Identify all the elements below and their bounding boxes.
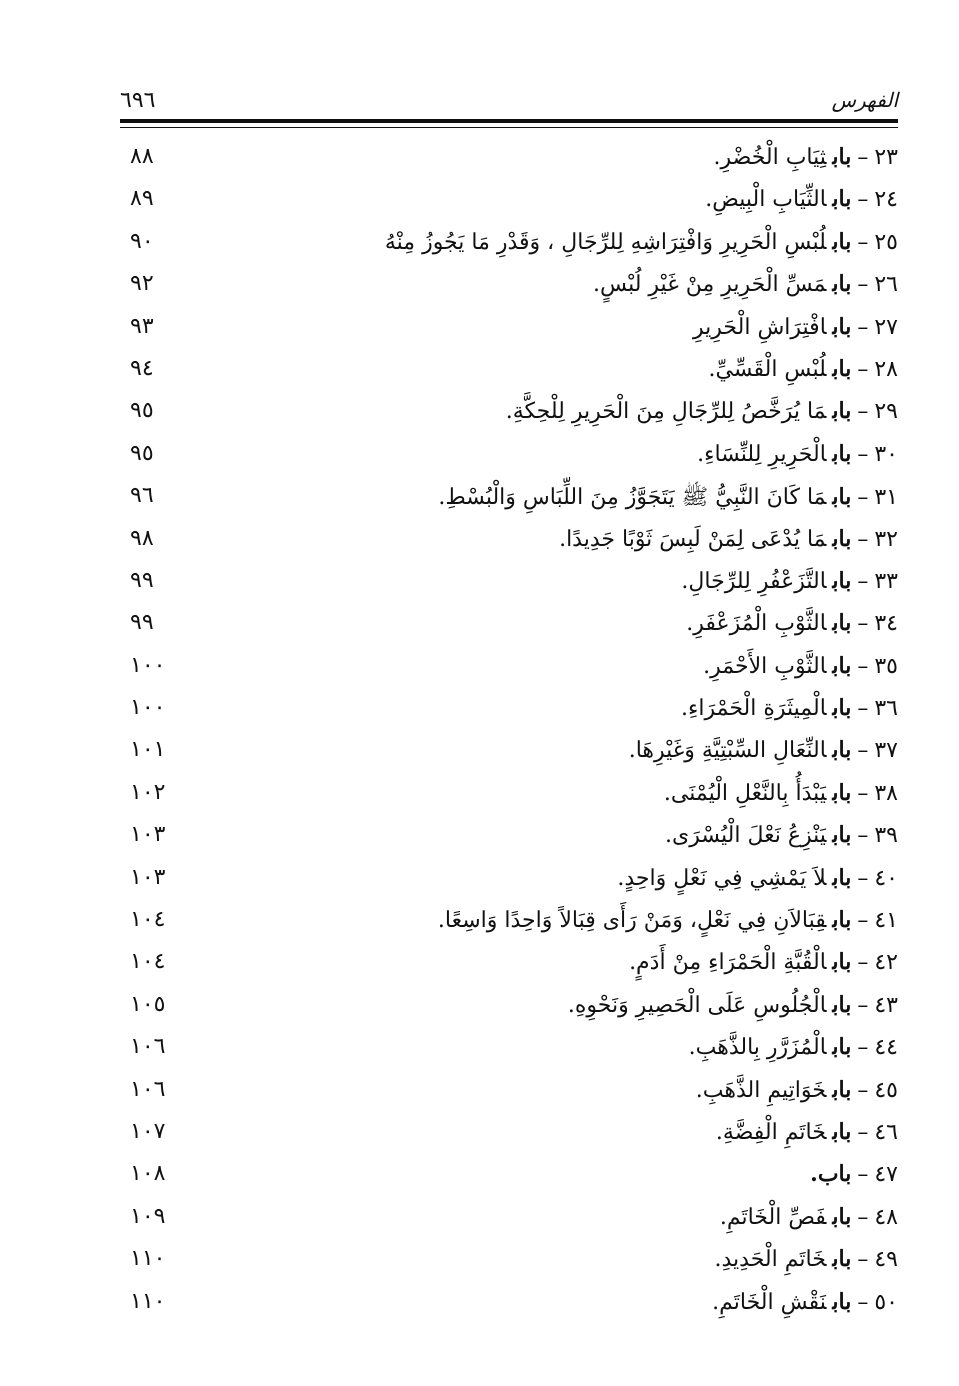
- entry-bab-label: باب: [832, 1246, 852, 1273]
- entry-bab-label: باب: [832, 398, 852, 425]
- entry-title: مَسِّ الْحَرِيرِ مِنْ غَيْرِ لُبْسٍ.: [593, 272, 827, 298]
- index-entry: [120, 988, 898, 1030]
- entry-heading: [705, 186, 898, 212]
- entry-heading: [720, 1204, 898, 1230]
- entry-number: ٥٠: [874, 1289, 898, 1315]
- entry-heading: [709, 356, 898, 382]
- index-entry: [120, 903, 898, 945]
- entry-bab-label: باب: [832, 186, 852, 213]
- entry-page-number: ٩٢: [130, 271, 154, 297]
- entry-number: ٣٦: [874, 696, 898, 722]
- entry-heading: [713, 144, 898, 170]
- entry-bab-label: باب: [832, 525, 852, 552]
- entry-heading: [559, 526, 898, 552]
- entry-title: الثَّوْبِ الأَحْمَرِ.: [703, 653, 827, 679]
- index-entry: [120, 394, 898, 436]
- entry-heading: [385, 229, 898, 255]
- entry-title: قِبَالاَنِ فِي نَعْلٍ، وَمَنْ رَأَى قِبَالاً وَاحِدًا وَاسِعًا.: [437, 908, 827, 934]
- entry-heading: [568, 992, 898, 1018]
- entry-bab-label: باب: [832, 652, 852, 679]
- entry-heading: [664, 780, 898, 806]
- entry-dash: –: [857, 441, 869, 467]
- entry-heading: [438, 483, 898, 515]
- entry-title: الْمُزَرَّرِ بِالذَّهَبِ.: [688, 1035, 827, 1061]
- entry-bab-label: باب: [832, 695, 852, 722]
- section-title: الفهرس: [831, 88, 898, 112]
- entry-number: ٣٣: [874, 568, 898, 594]
- entry-page-number: ١٠١: [130, 737, 166, 763]
- index-entry: [120, 140, 898, 182]
- entry-number: ٣٤: [874, 611, 898, 637]
- entry-number: ٣٥: [874, 653, 898, 679]
- entry-bab-label: باب: [832, 567, 852, 594]
- entry-page-number: ١٠٤: [130, 949, 166, 975]
- entry-dash: –: [857, 229, 869, 255]
- entry-title: الْمِيثَرَةِ الْحَمْرَاءِ.: [681, 696, 827, 722]
- entry-heading: [686, 610, 898, 636]
- entry-number: ٢٤: [874, 187, 898, 213]
- page-number: ٦٩٦: [120, 88, 156, 113]
- entry-number: ٢٧: [874, 314, 898, 340]
- header-rule-thin: [120, 127, 898, 128]
- entry-bab-label: باب: [832, 1034, 852, 1061]
- index-entry: [120, 1200, 898, 1242]
- entry-title: خَاتَمِ الْفِضَّةِ.: [715, 1119, 827, 1145]
- entry-title: الثِّيَابِ الْبِيضِ.: [705, 187, 827, 213]
- index-entry: [120, 733, 898, 775]
- entry-page-number: ٩٠: [130, 228, 154, 254]
- entry-bab-label: باب: [832, 313, 852, 340]
- entry-bab-label: باب: [832, 1288, 852, 1315]
- entry-page-number: ١٠٣: [130, 864, 166, 890]
- index-entry: [120, 691, 898, 733]
- entry-page-number: ٨٩: [130, 186, 154, 212]
- entry-number: ٢٨: [874, 356, 898, 382]
- entry-title: ثِيَابِ الْخُضْرِ.: [713, 145, 827, 170]
- entry-dash: –: [857, 696, 869, 722]
- entry-page-number: ١٠٢: [130, 779, 166, 805]
- entry-bab-label: باب: [832, 737, 852, 764]
- entry-title: نَقْشِ الْخَاتَمِ.: [712, 1289, 827, 1315]
- entry-number: ٣٨: [874, 780, 898, 806]
- entry-dash: –: [857, 187, 869, 213]
- index-entry: [120, 225, 898, 267]
- entry-bab-label: باب: [832, 991, 852, 1018]
- entry-page-number: ٩٨: [130, 525, 154, 551]
- entry-heading: [665, 822, 898, 848]
- entry-heading: [716, 1119, 898, 1145]
- index-entry: [120, 479, 898, 521]
- entry-dash: –: [857, 145, 869, 170]
- entry-heading: [629, 949, 898, 975]
- entry-number: ٣٩: [874, 823, 898, 849]
- entry-bab-label: باب: [832, 1203, 852, 1230]
- entry-number: ٣٠: [874, 441, 898, 467]
- entry-page-number: ٩٣: [130, 313, 154, 339]
- entry-dash: –: [857, 399, 869, 425]
- entry-dash: –: [857, 823, 869, 849]
- entry-page-number: ١٠٧: [130, 1118, 166, 1144]
- index-entry: [120, 182, 898, 224]
- index-entry: [120, 1030, 898, 1072]
- entry-bab-label: باب.: [810, 1161, 852, 1188]
- entry-page-number: ١٠٣: [130, 822, 166, 848]
- entry-bab-label: باب: [832, 355, 852, 382]
- entry-title: التَّزَعْفُرِ لِلرِّجَالِ.: [681, 568, 827, 594]
- entry-dash: –: [857, 1162, 869, 1188]
- entry-number: ٤٤: [874, 1035, 898, 1061]
- entry-title: افْتِرَاشِ الْحَرِيرِ: [693, 314, 827, 340]
- entry-dash: –: [857, 1204, 869, 1230]
- index-entry: [120, 1115, 898, 1157]
- entry-heading: [715, 1246, 898, 1272]
- entry-number: ٣٢: [874, 526, 898, 552]
- entry-bab-label: باب: [832, 822, 852, 849]
- index-list: [120, 140, 898, 1327]
- entry-title: لُبْسِ الْقَسِّيِّ.: [708, 356, 827, 382]
- entry-number: ٤١: [874, 908, 898, 934]
- header-rule-thick: [120, 119, 898, 123]
- entry-number: ٢٣: [874, 145, 898, 170]
- entry-dash: –: [857, 865, 869, 891]
- entry-number: ٢٩: [874, 399, 898, 425]
- entry-page-number: ٩٩: [130, 610, 154, 636]
- index-entry: [120, 352, 898, 394]
- entry-number: ٢٥: [874, 229, 898, 255]
- entry-dash: –: [857, 1289, 869, 1315]
- index-entry: [120, 606, 898, 648]
- entry-bab-label: باب: [832, 228, 852, 255]
- entry-bab-label: باب: [832, 440, 852, 467]
- entry-heading: [693, 314, 898, 340]
- entry-heading: [681, 568, 898, 594]
- entry-heading: [703, 653, 898, 679]
- entry-heading: [506, 398, 898, 424]
- index-entry: [120, 1285, 898, 1327]
- entry-page-number: ٩٩: [130, 567, 154, 593]
- entry-page-number: ١٠٦: [130, 1076, 166, 1102]
- entry-bab-label: باب: [832, 144, 852, 170]
- entry-dash: –: [857, 314, 869, 340]
- entry-heading: [689, 1034, 898, 1060]
- entry-title: مَا يُدْعَى لِمَنْ لَبِسَ ثَوْبًا جَدِيدًا.: [559, 526, 827, 552]
- entry-number: ٣٧: [874, 738, 898, 764]
- entry-page-number: ١٠٠: [130, 695, 166, 721]
- entry-dash: –: [857, 780, 869, 806]
- index-entry: [120, 649, 898, 691]
- entry-heading: [593, 271, 898, 297]
- index-entry: [120, 1073, 898, 1115]
- entry-dash: –: [857, 568, 869, 594]
- entry-number: ٤٥: [874, 1077, 898, 1103]
- entry-page-number: ٨٨: [130, 144, 154, 169]
- entry-title: الْجُلُوسِ عَلَى الْحَصِيرِ وَنَحْوِهِ.: [567, 992, 827, 1018]
- entry-page-number: ١١٠: [130, 1246, 166, 1272]
- entry-title: يَبْدَأُ بِالنَّعْلِ الْيُمْنَى.: [663, 780, 827, 806]
- entry-title: الثَّوْبِ الْمُزَعْفَرِ.: [686, 611, 827, 637]
- entry-bab-label: باب: [832, 864, 852, 891]
- entry-dash: –: [857, 1077, 869, 1103]
- entry-heading: [438, 907, 898, 933]
- index-entry: [120, 861, 898, 903]
- index-entry: [120, 564, 898, 606]
- index-entry: [120, 310, 898, 352]
- entry-number: ٤٩: [874, 1247, 898, 1273]
- entry-number: ٤٣: [874, 992, 898, 1018]
- entry-dash: –: [857, 526, 869, 552]
- entry-number: ٤٧: [874, 1162, 898, 1188]
- entry-page-number: ٩٤: [130, 355, 154, 381]
- index-entry: [120, 1157, 898, 1199]
- index-entry: [120, 818, 898, 860]
- entry-bab-label: باب: [832, 949, 852, 976]
- entry-heading: [712, 1289, 898, 1315]
- entry-page-number: ١٠٥: [130, 991, 166, 1017]
- entry-number: ٤٢: [874, 950, 898, 976]
- entry-bab-label: باب: [832, 1118, 852, 1145]
- entry-number: ٣١: [874, 485, 898, 511]
- entry-title: مَا كَانَ النَّبِيُّ ﷺ يَتَجَوَّزُ مِنَ اللِّبَاسِ وَالْبُسْطِ.: [438, 485, 827, 511]
- running-header: [120, 88, 898, 118]
- entry-title: الْحَرِيرِ لِلنِّسَاءِ.: [697, 441, 827, 467]
- entry-page-number: ٩٥: [130, 398, 154, 424]
- entry-dash: –: [857, 611, 869, 637]
- index-entry: [120, 945, 898, 987]
- entry-number: ٤٦: [874, 1119, 898, 1145]
- entry-bab-label: باب: [832, 1076, 852, 1103]
- entry-heading: [696, 1077, 898, 1103]
- entry-heading: [681, 695, 898, 721]
- entry-page-number: ١٠٩: [130, 1203, 166, 1229]
- entry-bab-label: باب: [832, 610, 852, 637]
- entry-title: الْقُبَّةِ الْحَمْرَاءِ مِنْ أَدَمٍ.: [629, 950, 827, 976]
- entry-heading: [804, 1161, 898, 1187]
- entry-dash: –: [857, 356, 869, 382]
- entry-page-number: ٩٦: [130, 483, 154, 509]
- entry-dash: –: [857, 738, 869, 764]
- entry-bab-label: باب: [832, 779, 852, 806]
- entry-page-number: ١٠٠: [130, 652, 166, 678]
- entry-heading: [697, 441, 898, 467]
- entry-heading: [629, 737, 898, 763]
- entry-page-number: ٩٥: [130, 440, 154, 466]
- entry-title: النِّعَالِ السِّبْتِيَّةِ وَغَيْرِهَا.: [628, 738, 827, 764]
- entry-bab-label: باب: [832, 271, 852, 298]
- entry-dash: –: [857, 1247, 869, 1273]
- entry-title: خَوَاتِيمِ الذَّهَبِ.: [695, 1077, 827, 1103]
- entry-title: مَا يُرَخَّصُ لِلرِّجَالِ مِنَ الْحَرِيرِ لِلْحِكَّةِ.: [505, 399, 827, 425]
- entry-title: فَصِّ الْخَاتَمِ.: [719, 1204, 827, 1230]
- entry-bab-label: باب: [832, 907, 852, 934]
- entry-number: ٤٠: [874, 865, 898, 891]
- entry-dash: –: [857, 1035, 869, 1061]
- entry-dash: –: [857, 272, 869, 298]
- entry-page-number: ١٠٨: [130, 1161, 166, 1187]
- index-entry: [120, 437, 898, 479]
- index-entry: [120, 522, 898, 564]
- entry-page-number: ١٠٦: [130, 1034, 166, 1060]
- entry-dash: –: [857, 992, 869, 1018]
- entry-dash: –: [857, 1119, 869, 1145]
- entry-dash: –: [857, 485, 869, 511]
- entry-dash: –: [857, 653, 869, 679]
- entry-title: لاَ يَمْشِي فِي نَعْلٍ وَاحِدٍ.: [617, 865, 827, 891]
- entry-bab-label: باب: [832, 484, 852, 511]
- entry-title: خَاتَمِ الْحَدِيدِ.: [714, 1247, 827, 1273]
- entry-number: ٤٨: [874, 1204, 898, 1230]
- entry-page-number: ١٠٤: [130, 907, 166, 933]
- entry-number: ٢٦: [874, 272, 898, 298]
- entry-heading: [617, 865, 898, 891]
- index-entry: [120, 1242, 898, 1284]
- index-entry: [120, 776, 898, 818]
- entry-dash: –: [857, 950, 869, 976]
- entry-page-number: ١١٠: [130, 1288, 166, 1314]
- entry-title: يَنْزِعُ نَعْلَ الْيُسْرَى.: [665, 823, 827, 849]
- entry-dash: –: [857, 908, 869, 934]
- entry-title: لُبْسِ الْحَرِيرِ وَافْتِرَاشِهِ لِلرِّجَالِ ، وَقَدْرِ مَا يَجُوزُ مِنْهُ: [384, 229, 827, 255]
- index-entry: [120, 267, 898, 309]
